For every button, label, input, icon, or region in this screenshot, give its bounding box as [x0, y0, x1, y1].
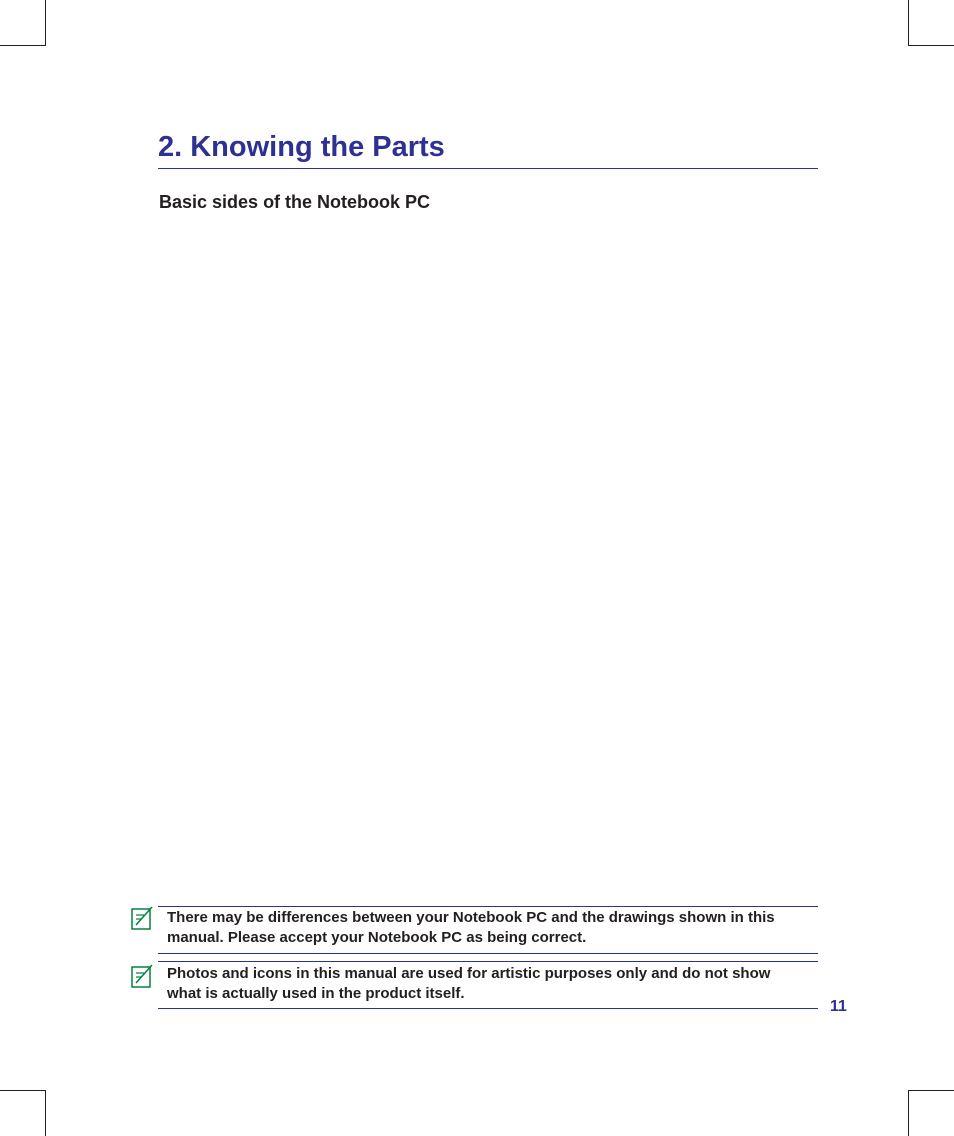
- crop-mark-top-left-horizontal: [0, 45, 46, 46]
- note-text: There may be differences between your Notebook PC and the drawings shown in this manual. Please accept your Notebook PC as being correct.: [167, 909, 775, 946]
- note-rule-top: [158, 906, 818, 907]
- crop-mark-top-right-horizontal: [908, 45, 954, 46]
- note-text: Photos and icons in this manual are used for artistic purposes only and do not show what is actually used in the product itself.: [167, 965, 771, 1002]
- crop-mark-bottom-left-vertical: [45, 1090, 46, 1136]
- crop-mark-bottom-right-vertical: [908, 1090, 909, 1136]
- crop-mark-bottom-right-horizontal: [908, 1090, 954, 1091]
- note-rule-middle-second: [158, 961, 818, 962]
- crop-mark-top-left-vertical: [45, 0, 46, 46]
- section-heading: Basic sides of the Notebook PC: [159, 192, 431, 212]
- crop-mark-bottom-left-horizontal: [0, 1090, 46, 1091]
- note-rule-middle: [158, 953, 818, 954]
- note-rule-bottom: [158, 1008, 818, 1009]
- note-pencil-icon: [131, 904, 155, 930]
- note-pencil-icon: [131, 962, 155, 988]
- title-rule: [158, 168, 818, 169]
- crop-mark-top-right-vertical: [908, 0, 909, 46]
- chapter-title: 2. Knowing the Parts: [158, 131, 445, 163]
- page-number: 11: [830, 998, 847, 1015]
